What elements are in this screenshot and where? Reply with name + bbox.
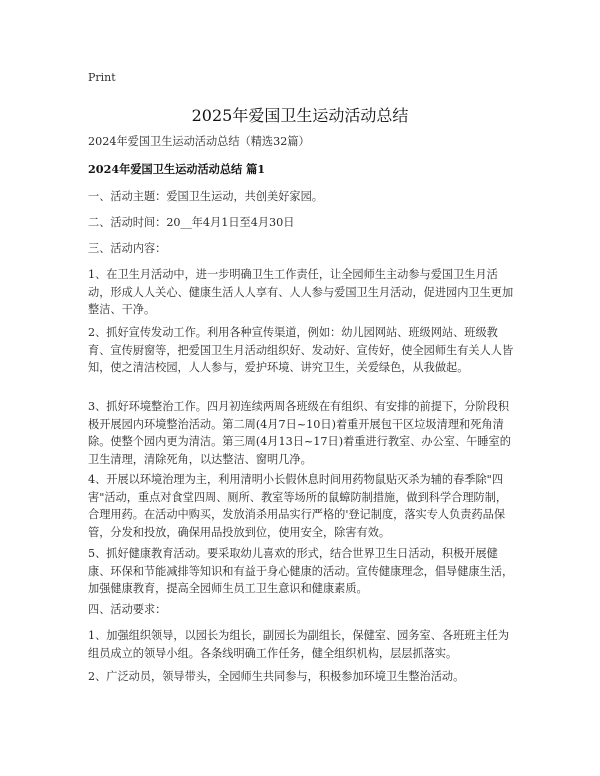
- paragraph-content-heading: 三、活动内容：: [88, 242, 167, 255]
- paragraph-requirements-heading: 四、活动要求：: [88, 603, 167, 616]
- paragraph-item-5: 5、抓好健康教育活动。要采取幼儿喜欢的形式，结合世界卫生日活动，积极开展健康、环保和节能减排等知识和有益于身心健康的活动。宣传健康理念，倡导健康生活，加强健康教育，提高全园师生员工卫生意识和健康素质。: [88, 547, 514, 595]
- paragraph-item-3: 3、抓好环境整治工作。四月初连续两周各班级在有组织、有安排的前提下，分阶段积极开展园内环境整治活动。第二周(4月7日~10日)着重开展包干区垃圾清理和死角清除。使整个园内更为清洁。第三周(4月13日~17日)着重进行教室、办公室、午睡室的卫生清理，清除死角，以达整洁、窗明几净。: [88, 400, 511, 466]
- paragraph-item-4: 4、开展以环境治理为主，利用清明小长假休息时间用药物鼠贴灭杀为辅的春季除"四害"活动，重点对食堂四周、厕所、教室等场所的鼠蟑防制措施，做到科学合理防制，合理用药。在活动中购买，发放消杀用品实行严格的'登记制度，落实专人负责药品保管，分发和投放，确保用品投放到位，使用安全，除害有效。: [88, 473, 508, 539]
- document-title: 2025年爱国卫生运动活动总结: [191, 106, 409, 125]
- print-label[interactable]: Print: [88, 71, 116, 84]
- section-heading: 2024年爱国卫生运动活动总结 篇1: [88, 162, 266, 176]
- paragraph-requirement-2: 2、广泛动员，领导带头，全园师生共同参与，积极参加环境卫生整治活动。: [88, 670, 465, 683]
- paragraph-item-1: 1、在卫生月活动中，进一步明确卫生工作责任，让全园师生主动参与爱国卫生月活动，形成人人关心、健康生活人人享有、人人参与爱国卫生月活动，促进园内卫生更加整洁、干净。: [88, 268, 514, 316]
- paragraph-item-2: 2、抓好宣传发动工作。利用各种宣传渠道，例如：幼儿园网站、班级网站、班级教育、宣传厨窗等，把爱国卫生月活动组织好、发动好、宣传好，使全园师生有关人人皆知，使之清洁校园，人人参与，爱护环境、讲究卫生，关爱绿色，从我做起。: [88, 326, 514, 374]
- paragraph-time: 二、活动时间：20__年4月1日至4月30日: [88, 216, 295, 229]
- paragraph-theme: 一、活动主题：爱国卫生运动，共创美好家园。: [88, 190, 323, 203]
- subtitle: 2024年爱国卫生运动活动总结（精选32篇）: [88, 135, 310, 148]
- paragraph-requirement-1: 1、加强组织领导，以园长为组长，副园长为副组长，保健室、园务室、各班班主任为组员成立的领导小组。各条线明确工作任务，健全组织机构，层层抓落实。: [88, 629, 510, 660]
